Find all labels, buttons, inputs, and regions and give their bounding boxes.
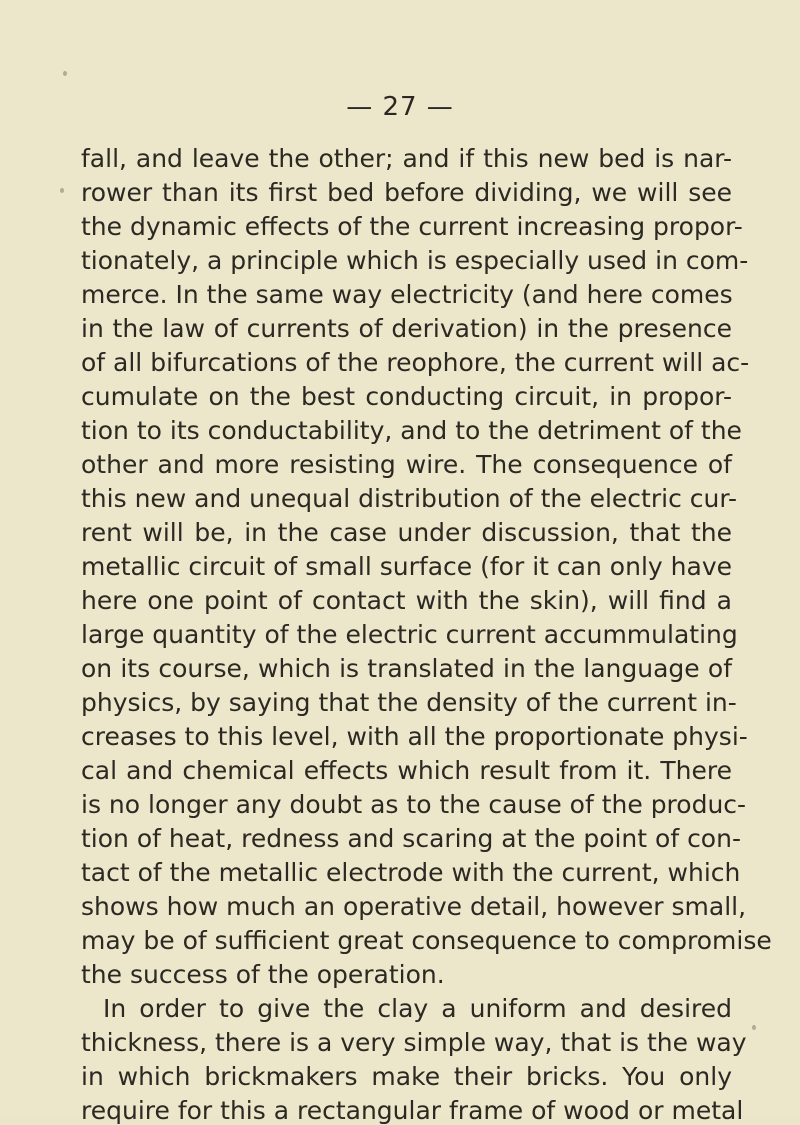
text-line: thickness, there is a very simple way, that is the way [81, 1028, 747, 1057]
paper-speck [752, 1025, 756, 1030]
text-line: tact of the metallic electrode with the current, which [81, 858, 741, 887]
text-line: tionately, a principle which is especially used in com- [81, 246, 749, 275]
text-line: here one point of contact with the skin), will find a [81, 586, 732, 615]
paragraph-first-line: In order to give the clay a uniform and desired [103, 994, 732, 1023]
text-line: this new and unequal distribution of the electric cur- [81, 484, 738, 513]
text-line: shows how much an operative detail, however small, [81, 892, 747, 921]
text-line: physics, by saying that the density of the current in- [81, 688, 737, 717]
page-number: — 27 — [346, 92, 454, 122]
text-line: cal and chemical effects which result from it. There [81, 756, 732, 785]
text-line: may be of sufficient great consequence to compromise [81, 926, 772, 955]
text-line: merce. In the same way electricity (and here comes [81, 280, 733, 309]
text-line: tion to its conductability, and to the detriment of the [81, 416, 742, 445]
text-line: of all bifurcations of the reophore, the current will ac- [81, 348, 750, 377]
text-line: tion of heat, redness and scaring at the point of con- [81, 824, 741, 853]
text-line: cumulate on the best conducting circuit, in propor- [81, 382, 732, 411]
text-line: metallic circuit of small surface (for it can only have [81, 552, 732, 581]
text-line: require for this a rectangular frame of wood or metal [81, 1096, 744, 1125]
text-line: large quantity of the electric current accummulating [81, 620, 738, 649]
text-line: on its course, which is translated in the language of [81, 654, 732, 683]
text-line: the dynamic effects of the current increasing propor- [81, 212, 743, 241]
paper-speck [60, 188, 64, 193]
text-line: in the law of currents of derivation) in the presence [81, 314, 732, 343]
text-line: rent will be, in the case under discussion, that the [81, 518, 732, 547]
text-line: rower than its first bed before dividing, we will see [81, 178, 732, 207]
text-line: in which brickmakers make their bricks. You only [81, 1062, 732, 1091]
text-line: is no longer any doubt as to the cause of the produc- [81, 790, 747, 819]
paper-speck [63, 71, 67, 76]
text-line: the success of the operation. [81, 960, 445, 989]
text-line: creases to this level, with all the proportionate physi- [81, 722, 748, 751]
text-line: other and more resisting wire. The consequence of [81, 450, 732, 479]
text-line: fall, and leave the other; and if this new bed is nar- [81, 144, 732, 173]
